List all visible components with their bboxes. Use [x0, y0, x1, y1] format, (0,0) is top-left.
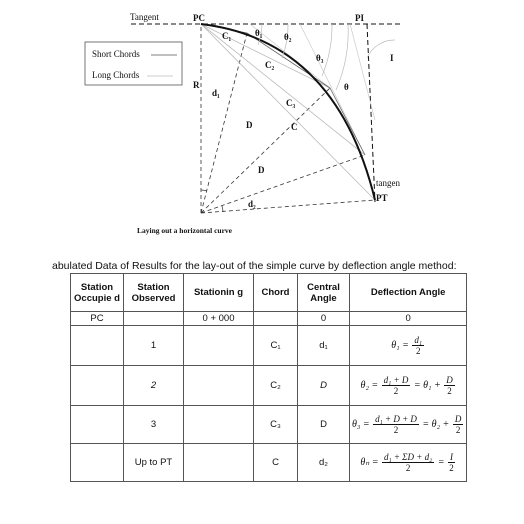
- formula-fraction: [382, 452, 434, 473]
- fraction-denominator: 2: [393, 425, 399, 435]
- d2-label: d₂: [248, 199, 256, 209]
- d-lower-label: D: [258, 165, 265, 175]
- cell-chord: C₃: [254, 406, 298, 444]
- cell-occupied: [71, 406, 124, 444]
- cell-observed: 2: [124, 366, 184, 406]
- theta3-label: θ₃: [316, 53, 324, 63]
- long-chord-pi-4: [350, 24, 375, 120]
- fraction-numerator: d₁ + D + D: [375, 414, 417, 424]
- fraction-denominator: 2: [455, 425, 461, 435]
- cell-central-angle: d₁: [298, 326, 350, 366]
- i-label: I: [390, 53, 394, 63]
- cell-stationing: [184, 406, 254, 444]
- radius-line-2: [201, 88, 330, 213]
- cell-central-angle: D: [298, 366, 350, 406]
- cell-observed: Up to PT: [124, 444, 184, 482]
- tangent-right-label: tangen: [376, 178, 400, 188]
- cell-observed: 3: [124, 406, 184, 444]
- formula-fraction: [448, 452, 455, 473]
- long-chord-pt: [201, 24, 375, 200]
- table-title: abulated Data of Results for the lay-out of the simple curve by deflection angle method:: [52, 260, 457, 272]
- formula-fraction: [412, 335, 424, 356]
- cell-deflection: [350, 366, 467, 406]
- cell-stationing: [184, 326, 254, 366]
- central-arc-d1: [201, 190, 207, 191]
- deflection-formula: [391, 335, 425, 356]
- deflection-formula: [360, 375, 456, 396]
- cell-central-angle: D: [298, 406, 350, 444]
- theta-label: θ: [344, 82, 349, 92]
- fraction-denominator: 2: [447, 386, 452, 396]
- fraction-denominator: 2: [405, 463, 411, 473]
- cell-observed: [124, 312, 184, 326]
- formula-fraction: [453, 414, 464, 435]
- theta2-label: θ₂: [284, 32, 292, 42]
- cell-stationing: 0 + 000: [184, 312, 254, 326]
- radius-line-3: [201, 155, 365, 213]
- legend-short-label: Short Chords: [92, 49, 140, 59]
- header-station-occupied: Station Occupie d: [71, 274, 124, 312]
- cell-chord: [254, 312, 298, 326]
- theta1-label: θ₁: [255, 28, 263, 38]
- header-stationing: Stationin g: [184, 274, 254, 312]
- angle-arc-3: [322, 24, 332, 76]
- short-chord-3: [330, 88, 365, 155]
- formula-fraction: [373, 414, 419, 435]
- fraction-numerator: I: [449, 452, 453, 462]
- cell-occupied: [71, 366, 124, 406]
- cell-chord: C: [254, 444, 298, 482]
- fraction-numerator: D: [454, 414, 462, 424]
- legend-long-label: Long Chords: [92, 70, 140, 80]
- cell-chord: C₁: [254, 326, 298, 366]
- figure-caption: Laying out a horizontal curve: [137, 226, 232, 235]
- cell-chord: C₂: [254, 366, 298, 406]
- deflection-table: [70, 273, 467, 482]
- cell-occupied: [71, 326, 124, 366]
- r-label: R: [193, 80, 200, 90]
- c-label: C: [291, 122, 298, 132]
- formula-lhs: θ₁ =: [391, 339, 409, 351]
- formula-lhs: θₙ =: [360, 456, 379, 468]
- table-row: [71, 406, 467, 444]
- fraction-numerator: d₁: [414, 335, 423, 345]
- table-header-row: [71, 274, 467, 312]
- cell-deflection: [350, 444, 467, 482]
- formula-middle: = θ₁ +: [413, 379, 441, 391]
- d1-label: d₁: [212, 88, 220, 98]
- deflection-formula: [360, 452, 456, 473]
- header-deflection-angle: Deflection Angle: [350, 274, 467, 312]
- long-chord-2: [201, 24, 330, 88]
- cell-occupied: [71, 444, 124, 482]
- radius-line-1: [201, 33, 247, 213]
- formula-lhs: θ₃ =: [352, 418, 370, 430]
- formula-middle: =: [437, 456, 445, 468]
- c2-label: C₂: [265, 60, 275, 70]
- pt-label: PT: [376, 193, 388, 203]
- cell-deflection: [350, 326, 467, 366]
- cell-observed: 1: [124, 326, 184, 366]
- table-row: [71, 366, 467, 406]
- formula-lhs: θ₂ =: [360, 379, 379, 391]
- header-central-angle: Central Angle: [298, 274, 350, 312]
- cell-central-angle: d₂: [298, 444, 350, 482]
- d-upper-label: D: [246, 120, 253, 130]
- fraction-numerator: d₁ + ΣD + d₂: [383, 452, 433, 462]
- tangent-top-label: Tangent: [130, 12, 159, 22]
- cell-occupied: PC: [71, 312, 124, 326]
- deflection-formula: [352, 414, 464, 435]
- long-chord-3: [201, 24, 365, 155]
- radius-line-pt: [201, 200, 375, 213]
- table-row: [71, 312, 467, 326]
- pi-label: PI: [355, 13, 364, 23]
- header-station-observed: Station Observed: [124, 274, 184, 312]
- formula-fraction: [382, 375, 411, 396]
- formula-fraction: [444, 375, 455, 396]
- angle-arc-4: [336, 24, 348, 90]
- fraction-denominator: 2: [393, 386, 399, 396]
- fraction-denominator: 2: [449, 463, 454, 473]
- cell-stationing: [184, 366, 254, 406]
- fraction-denominator: 2: [415, 346, 421, 356]
- horizontal-curve-diagram: [0, 0, 524, 250]
- cell-deflection: [350, 406, 467, 444]
- c3-label: C₃: [286, 98, 296, 108]
- cell-central-angle: 0: [298, 312, 350, 326]
- header-chord: Chord: [254, 274, 298, 312]
- pc-label: PC: [193, 13, 205, 23]
- fraction-numerator: d₁ + D: [383, 375, 409, 385]
- c1-label: C₁: [222, 31, 232, 41]
- fraction-numerator: D: [446, 375, 453, 385]
- cell-stationing: [184, 444, 254, 482]
- cell-deflection: 0: [350, 312, 467, 326]
- table-row: [71, 444, 467, 482]
- table-row: [71, 326, 467, 366]
- formula-middle: = θ₂ +: [422, 418, 450, 430]
